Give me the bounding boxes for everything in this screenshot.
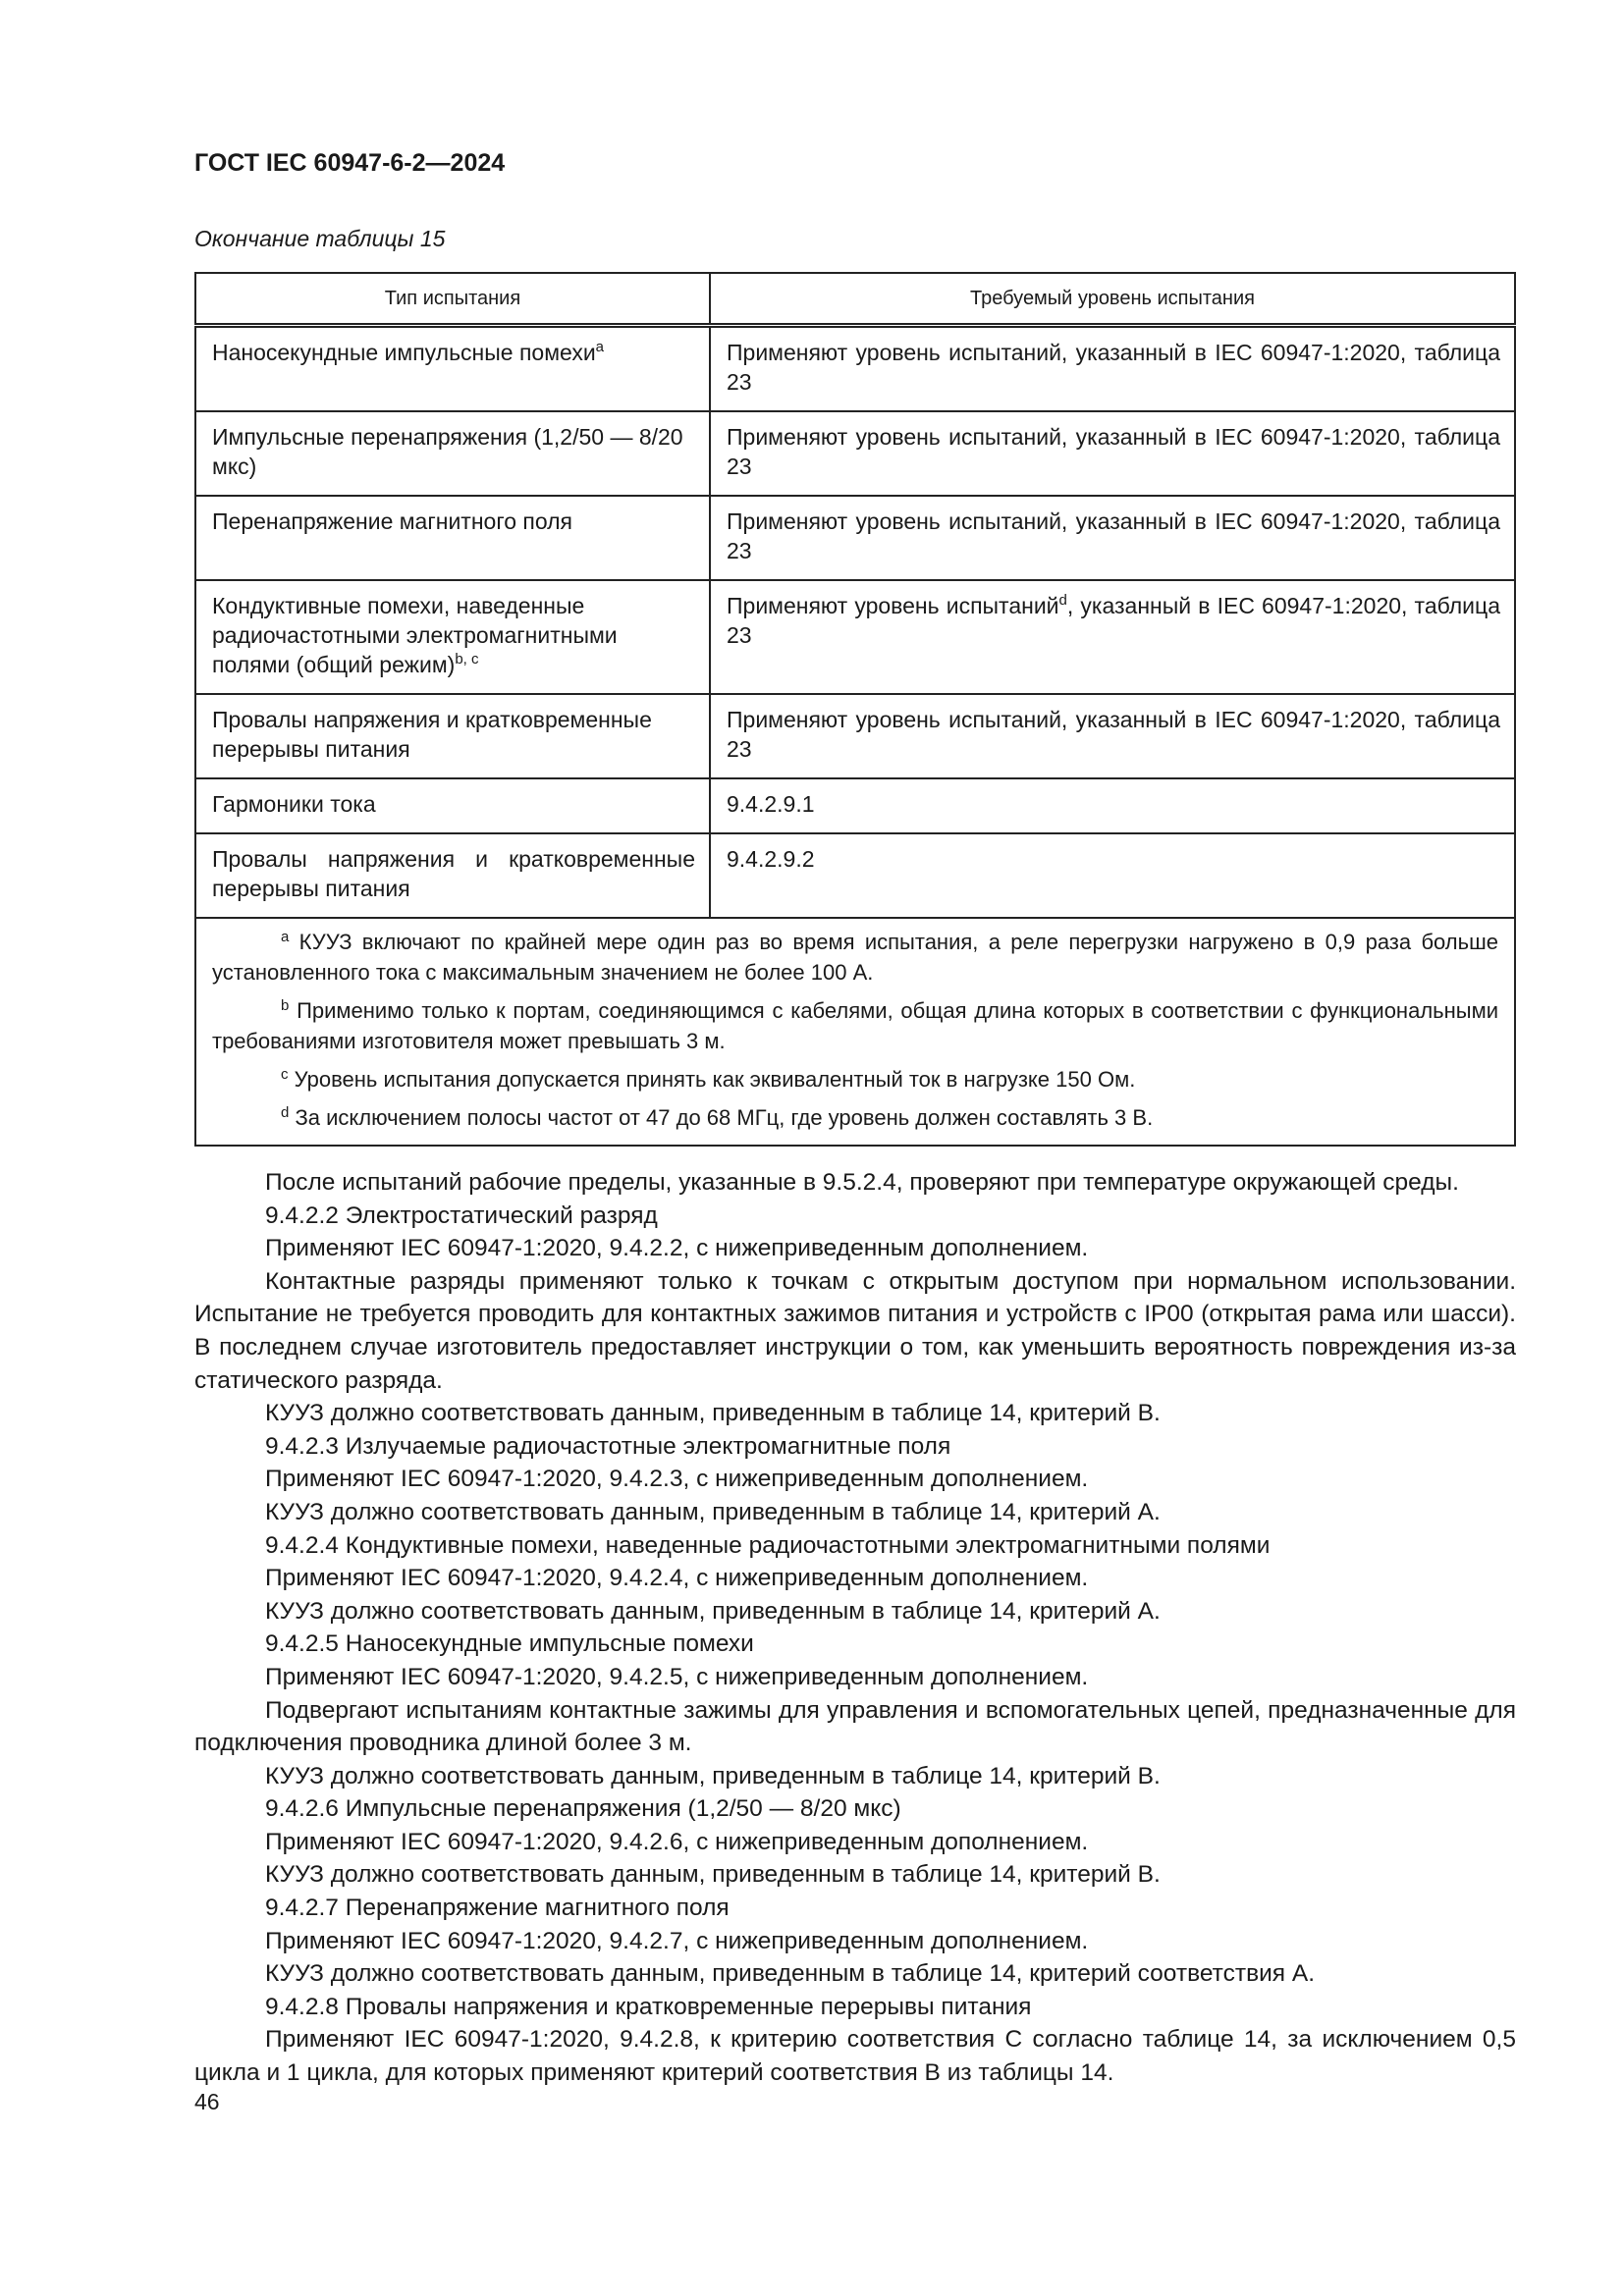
footnote-text: За исключением полосы частот от 47 до 68 МГц, где уровень должен составлять 3 В. — [289, 1105, 1154, 1130]
test-type-cell: Импульсные перенапряжения (1,2/50 — 8/20 мкс) — [195, 411, 710, 496]
test-level-cell: Применяют уровень испытаний, указанный в IEC 60947-1:2020, таблица 23 — [710, 411, 1515, 496]
body-paragraph: Применяют IEC 60947-1:2020, 9.4.2.8, к критерию соответствия С согласно таблице 14, за исключением 0,5 цикла и 1 цикла, для которых применяют критерий соответствия В из таблицы 14. — [194, 2026, 1516, 2087]
footnote-mark: b — [281, 996, 290, 1014]
table-row — [195, 411, 1515, 496]
body-paragraph: Применяют IEC 60947-1:2020, 9.4.2.3, с нижеприведенным дополнением. — [265, 1466, 1089, 1493]
test-type-text: Наносекундные импульсные помехи — [212, 340, 596, 365]
table-row — [195, 778, 1515, 833]
test-type-cell: Гармоники тока — [195, 778, 710, 833]
test-type-cell — [195, 326, 710, 412]
body-paragraph: Применяют IEC 60947-1:2020, 9.4.2.2, с нижеприведенным дополнением. — [265, 1235, 1089, 1262]
document-title: ГОСТ IEC 60947-6-2—2024 — [194, 149, 506, 177]
body-paragraph: Применяют IEC 60947-1:2020, 9.4.2.5, с нижеприведенным дополнением. — [265, 1663, 1089, 1690]
footnote-text: КУУЗ включают по крайней мере один раз во время испытания, а реле перегрузки нагружено в 0,9 раза больше установленного тока с максимальным значением не более 100 А. — [212, 930, 1498, 985]
body-paragraph: КУУЗ должно соответствовать данным, приведенным в таблице 14, критерий В. — [265, 1861, 1161, 1889]
table-row — [195, 326, 1515, 412]
test-level-text: Применяют уровень испытаний — [727, 593, 1059, 618]
table-notes-row — [195, 918, 1515, 1146]
table-row — [195, 580, 1515, 694]
table-notes — [195, 918, 1515, 1146]
body-paragraph: 9.4.2.5 Наносекундные импульсные помехи — [265, 1630, 754, 1658]
footnote-text: Применимо только к портам, соединяющимся с кабелями, общая длина которых в соответствии с функциональными требованиями изготовителя может превышать 3 м. — [212, 998, 1498, 1053]
footnote-mark: c — [281, 1065, 289, 1083]
test-level-cell: Применяют уровень испытаний, указанный в IEC 60947-1:2020, таблица 23 — [710, 326, 1515, 412]
body-paragraph: 9.4.2.7 Перенапряжение магнитного поля — [265, 1895, 730, 1922]
body-paragraph: 9.4.2.3 Излучаемые радиочастотные электромагнитные поля — [265, 1432, 951, 1460]
footnote-a — [212, 927, 1498, 988]
footnote-b — [212, 995, 1498, 1056]
test-type-cell — [195, 580, 710, 694]
table-caption: Окончание таблицы 15 — [194, 226, 446, 251]
footnote-text: Уровень испытания допускается принять как эквивалентный ток в нагрузке 150 Ом. — [288, 1067, 1136, 1092]
test-level-cell — [710, 580, 1515, 694]
footnote-ref: b, c — [455, 651, 479, 668]
test-level-cell: 9.4.2.9.2 — [710, 833, 1515, 918]
body-paragraph: КУУЗ должно соответствовать данным, приведенным в таблице 14, критерий В. — [265, 1762, 1161, 1789]
body-paragraph: 9.4.2.2 Электростатический разряд — [265, 1201, 658, 1229]
test-type-cell: Перенапряжение магнитного поля — [195, 496, 710, 580]
test-level-cell: Применяют уровень испытаний, указанный в IEC 60947-1:2020, таблица 23 — [710, 694, 1515, 778]
body-paragraph: КУУЗ должно соответствовать данным, приведенным в таблице 14, критерий А. — [265, 1597, 1161, 1625]
column-header-test-type: Тип испытания — [195, 273, 710, 326]
body-paragraph: Применяют IEC 60947-1:2020, 9.4.2.6, с нижеприведенным дополнением. — [265, 1828, 1089, 1855]
footnote-d — [212, 1102, 1498, 1133]
body-paragraph: После испытаний рабочие пределы, указанные в 9.5.2.4, проверяют при температуре окружающей среды. — [265, 1169, 1459, 1196]
table-row — [195, 833, 1515, 918]
footnote-mark: d — [281, 1103, 290, 1121]
test-type-cell: Провалы напряжения и кратковременные перерывы питания — [195, 694, 710, 778]
column-header-test-level: Требуемый уровень испытания — [710, 273, 1515, 326]
body-paragraph: Контактные разряды применяют только к точкам с открытым доступом при нормальном использовании. Испытание не требуется проводить для контактных зажимов питания и устройств с IP00 (открытая рама или шасси). В последнем случае изготовитель предоставляет инструкции о том, как уменьшить вероятность повреждения из-за статического разряда. — [194, 1267, 1516, 1394]
test-levels-table — [194, 272, 1516, 1147]
body-paragraph: КУУЗ должно соответствовать данным, приведенным в таблице 14, критерий соответствия А. — [265, 1960, 1316, 1988]
body-paragraph: КУУЗ должно соответствовать данным, приведенным в таблице 14, критерий А. — [265, 1498, 1161, 1525]
body-paragraph: Применяют IEC 60947-1:2020, 9.4.2.4, с нижеприведенным дополнением. — [265, 1565, 1089, 1592]
table-row — [195, 496, 1515, 580]
footnote-c — [212, 1064, 1498, 1095]
test-type-cell: Провалы напряжения и кратковременные перерывы питания — [195, 833, 710, 918]
body-paragraph: Применяют IEC 60947-1:2020, 9.4.2.7, с нижеприведенным дополнением. — [265, 1927, 1089, 1954]
body-text — [194, 1166, 1516, 2090]
test-level-cell: 9.4.2.9.1 — [710, 778, 1515, 833]
page-number: 46 — [194, 2089, 220, 2114]
body-paragraph: КУУЗ должно соответствовать данным, приведенным в таблице 14, критерий В. — [265, 1400, 1161, 1427]
test-level-text: , указанный в IEC 60947-1:2020, таблица 23 — [727, 593, 1500, 648]
body-paragraph: 9.4.2.8 Провалы напряжения и кратковременные перерывы питания — [265, 1993, 1032, 2020]
footnote-mark: a — [281, 928, 290, 945]
test-type-text: Кондуктивные помехи, наведенные радиочастотными электромагнитными полями (общий режим) — [212, 593, 618, 677]
body-paragraph: Подвергают испытаниям контактные зажимы для управления и вспомогательных цепей, предназначенные для подключения проводника длиной более 3 м. — [194, 1696, 1516, 1757]
body-paragraph: 9.4.2.6 Импульсные перенапряжения (1,2/50 — 8/20 мкс) — [265, 1795, 901, 1823]
table-header-row — [195, 273, 1515, 326]
test-level-cell: Применяют уровень испытаний, указанный в IEC 60947-1:2020, таблица 23 — [710, 496, 1515, 580]
footnote-ref: d — [1058, 592, 1067, 610]
footnote-ref: a — [595, 339, 605, 356]
table-row — [195, 694, 1515, 778]
body-paragraph: 9.4.2.4 Кондуктивные помехи, наведенные радиочастотными электромагнитными полями — [265, 1531, 1271, 1559]
